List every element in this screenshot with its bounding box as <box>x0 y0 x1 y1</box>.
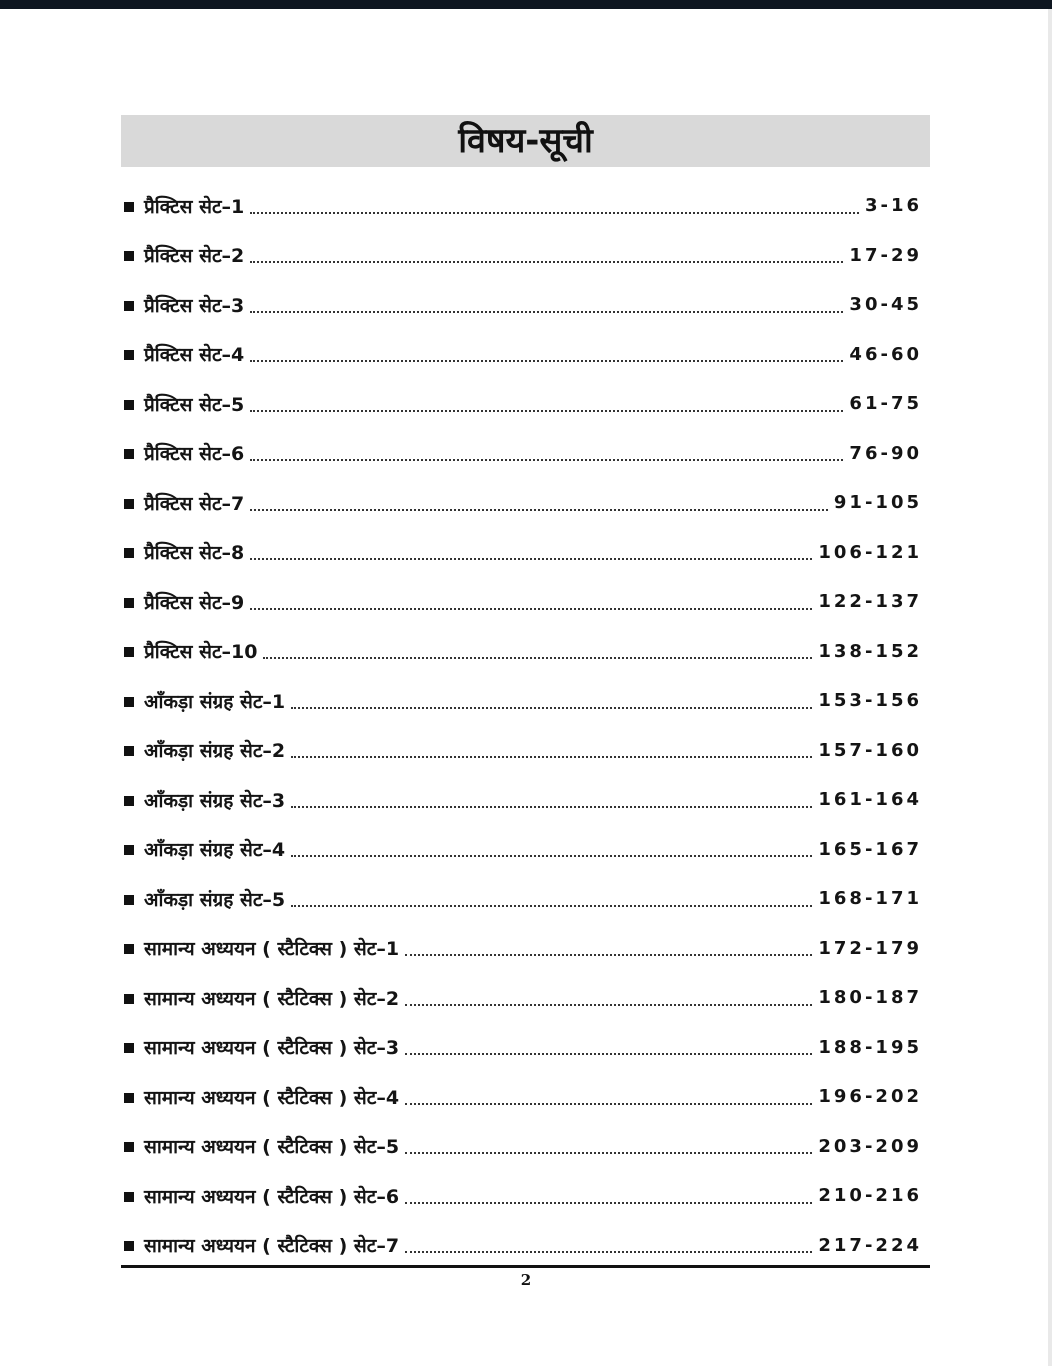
toc-entry[interactable] <box>124 825 922 875</box>
toc-entry[interactable] <box>124 874 922 924</box>
toc-entry[interactable] <box>124 1221 922 1271</box>
dot-leader <box>291 855 812 857</box>
toc-entry-pages: 122-137 <box>818 591 922 613</box>
toc-entry-label: सामान्य अध्ययन ( स्टैटिक्स ) सेट–4 <box>144 1086 400 1109</box>
toc-entry-label: आँकड़ा संग्रह सेट–2 <box>144 740 286 763</box>
dot-leader <box>405 954 812 956</box>
dot-leader <box>250 212 859 214</box>
square-bullet-icon <box>124 845 134 855</box>
page-number: 2 <box>520 1271 532 1289</box>
dot-leader <box>405 1152 812 1154</box>
toc-entry-label: प्रैक्टिस सेट–8 <box>144 542 245 565</box>
toc-entry-label: आँकड़ा संग्रह सेट–1 <box>144 690 286 713</box>
square-bullet-icon <box>124 301 134 311</box>
toc-entry-pages: 138-152 <box>818 640 922 662</box>
page-title: विषय-सूची <box>458 121 593 161</box>
toc-entry-label: प्रैक्टिस सेट–10 <box>144 641 258 664</box>
toc-entry[interactable] <box>124 1023 922 1073</box>
toc-entry-pages: 106-121 <box>818 541 922 563</box>
square-bullet-icon <box>124 598 134 608</box>
square-bullet-icon <box>124 1093 134 1103</box>
toc-entry-label: सामान्य अध्ययन ( स्टैटिक्स ) सेट–5 <box>144 1136 400 1159</box>
toc-entry-label: सामान्य अध्ययन ( स्टैटिक्स ) सेट–3 <box>144 1037 400 1060</box>
dot-leader <box>250 558 812 560</box>
toc-entry-pages: 172-179 <box>818 937 922 959</box>
toc-entry[interactable] <box>124 478 922 528</box>
toc-entry[interactable] <box>124 973 922 1023</box>
toc-entry-label: प्रैक्टिस सेट–7 <box>144 492 245 515</box>
dot-leader <box>291 806 812 808</box>
dot-leader <box>250 360 843 362</box>
dot-leader <box>250 608 812 610</box>
square-bullet-icon <box>124 994 134 1004</box>
dot-leader <box>291 756 812 758</box>
dot-leader <box>405 1251 812 1253</box>
toc-entry[interactable] <box>124 528 922 578</box>
toc-entry[interactable] <box>124 676 922 726</box>
toc-entry-pages: 46-60 <box>849 343 922 365</box>
square-bullet-icon <box>124 697 134 707</box>
toc-entry-pages: 61-75 <box>849 393 922 415</box>
dot-leader <box>250 509 828 511</box>
toc-entry-pages: 3-16 <box>864 195 922 217</box>
dot-leader <box>405 1103 812 1105</box>
square-bullet-icon <box>124 796 134 806</box>
toc-entry-label: प्रैक्टिस सेट–5 <box>144 393 245 416</box>
square-bullet-icon <box>124 944 134 954</box>
window-top-bar <box>0 0 1052 9</box>
toc-entry-label: प्रैक्टिस सेट–2 <box>144 245 245 268</box>
toc-entry-pages: 210-216 <box>818 1185 922 1207</box>
dot-leader <box>250 410 843 412</box>
square-bullet-icon <box>124 251 134 261</box>
toc-entry[interactable] <box>124 627 922 677</box>
dot-leader <box>291 707 812 709</box>
dot-leader <box>263 657 812 659</box>
footer-rule <box>121 1265 930 1268</box>
toc-entry-pages: 76-90 <box>849 442 922 464</box>
square-bullet-icon <box>124 746 134 756</box>
title-band <box>121 115 930 167</box>
page-right-edge <box>1048 9 1052 1366</box>
square-bullet-icon <box>124 449 134 459</box>
square-bullet-icon <box>124 202 134 212</box>
toc-entry-pages: 217-224 <box>818 1234 922 1256</box>
dot-leader <box>405 1053 812 1055</box>
toc-entry[interactable] <box>124 1072 922 1122</box>
toc-entry-pages: 188-195 <box>818 1036 922 1058</box>
square-bullet-icon <box>124 350 134 360</box>
table-of-contents <box>124 181 922 1270</box>
toc-entry[interactable] <box>124 775 922 825</box>
toc-entry[interactable] <box>124 280 922 330</box>
toc-entry[interactable] <box>124 231 922 281</box>
toc-entry-pages: 17-29 <box>849 244 922 266</box>
toc-entry[interactable] <box>124 726 922 776</box>
toc-entry-label: आँकड़ा संग्रह सेट–4 <box>144 839 286 862</box>
square-bullet-icon <box>124 895 134 905</box>
dot-leader <box>291 905 812 907</box>
toc-entry-label: सामान्य अध्ययन ( स्टैटिक्स ) सेट–6 <box>144 1185 400 1208</box>
square-bullet-icon <box>124 400 134 410</box>
toc-entry-label: आँकड़ा संग्रह सेट–5 <box>144 888 286 911</box>
dot-leader <box>250 261 843 263</box>
square-bullet-icon <box>124 1192 134 1202</box>
dot-leader <box>405 1004 812 1006</box>
dot-leader <box>250 459 843 461</box>
toc-entry-label: प्रैक्टिस सेट–4 <box>144 344 245 367</box>
toc-entry[interactable] <box>124 577 922 627</box>
toc-entry-label: सामान्य अध्ययन ( स्टैटिक्स ) सेट–2 <box>144 987 400 1010</box>
square-bullet-icon <box>124 647 134 657</box>
toc-entry[interactable] <box>124 379 922 429</box>
toc-entry[interactable] <box>124 1171 922 1221</box>
toc-entry[interactable] <box>124 924 922 974</box>
toc-entry-pages: 203-209 <box>818 1135 922 1157</box>
toc-entry-pages: 30-45 <box>849 294 922 316</box>
toc-entry[interactable] <box>124 429 922 479</box>
square-bullet-icon <box>124 1241 134 1251</box>
square-bullet-icon <box>124 548 134 558</box>
toc-entry-pages: 168-171 <box>818 888 922 910</box>
toc-entry-label: प्रैक्टिस सेट–1 <box>144 195 245 218</box>
toc-entry-pages: 153-156 <box>818 690 922 712</box>
square-bullet-icon <box>124 1043 134 1053</box>
toc-entry-label: प्रैक्टिस सेट–3 <box>144 294 245 317</box>
toc-entry-pages: 157-160 <box>818 739 922 761</box>
toc-entry-pages: 161-164 <box>818 789 922 811</box>
toc-entry-label: सामान्य अध्ययन ( स्टैटिक्स ) सेट–1 <box>144 938 400 961</box>
toc-entry-label: सामान्य अध्ययन ( स्टैटिक्स ) सेट–7 <box>144 1235 400 1258</box>
dot-leader <box>250 311 843 313</box>
toc-entry-label: प्रैक्टिस सेट–6 <box>144 443 245 466</box>
toc-entry-pages: 165-167 <box>818 838 922 860</box>
toc-entry-label: आँकड़ा संग्रह सेट–3 <box>144 789 286 812</box>
toc-entry[interactable] <box>124 1122 922 1172</box>
square-bullet-icon <box>124 499 134 509</box>
toc-entry[interactable] <box>124 330 922 380</box>
toc-entry-pages: 196-202 <box>818 1086 922 1108</box>
toc-entry[interactable] <box>124 181 922 231</box>
dot-leader <box>405 1202 812 1204</box>
toc-entry-label: प्रैक्टिस सेट–9 <box>144 591 245 614</box>
toc-entry-pages: 180-187 <box>818 987 922 1009</box>
square-bullet-icon <box>124 1142 134 1152</box>
toc-entry-pages: 91-105 <box>833 492 922 514</box>
